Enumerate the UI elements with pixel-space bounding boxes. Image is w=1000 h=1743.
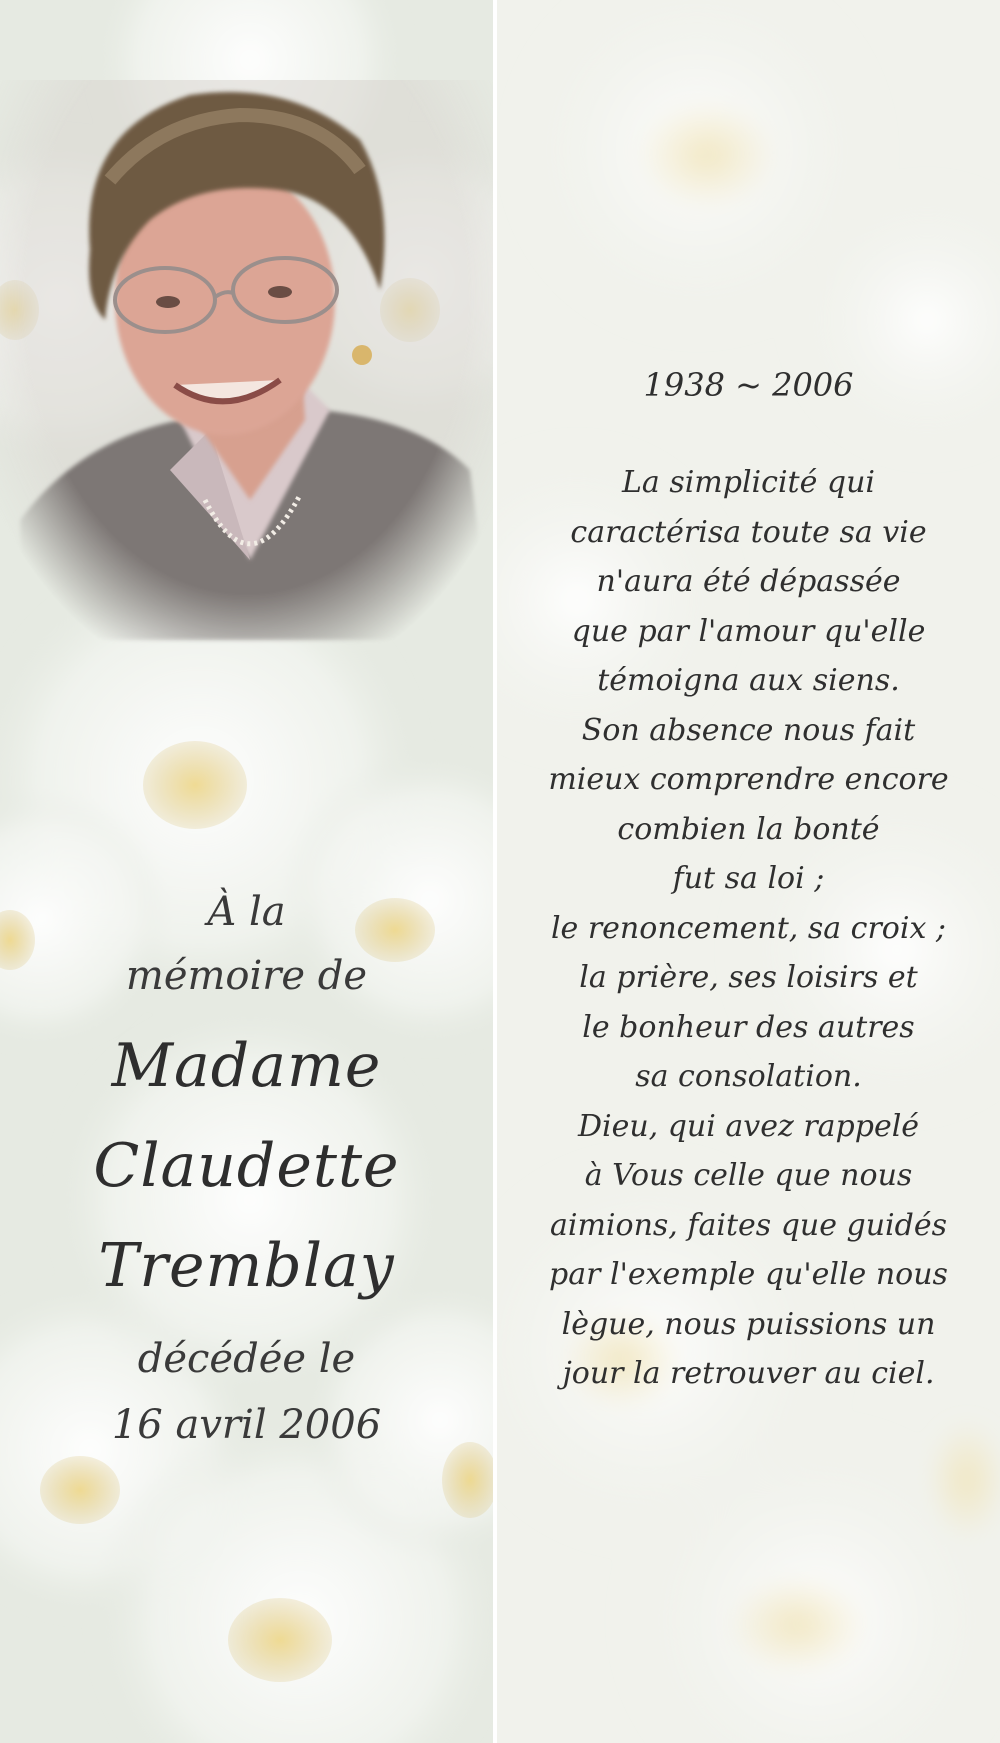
verse-line: le renoncement, sa croix ; xyxy=(550,910,947,946)
verse-line: mieux comprendre encore xyxy=(548,762,949,797)
verse-line: combien la bonté xyxy=(617,811,880,847)
memorial-card-back xyxy=(497,0,1000,1743)
verse-line: témoigna aux siens. xyxy=(597,663,900,698)
verse-line: n'aura été dépassée xyxy=(596,564,901,599)
verse-line: par l'exemple qu'elle nous xyxy=(549,1257,948,1292)
life-years: 1938 ~ 2006 xyxy=(643,366,854,404)
name-first: Claudette xyxy=(93,1131,400,1201)
verse-line: que par l'amour qu'elle xyxy=(571,613,926,649)
portrait-photo xyxy=(0,0,493,660)
verse-line: sa consolation. xyxy=(635,1059,862,1094)
verse-line: la prière, ses loisirs et xyxy=(579,960,918,995)
death-line-1: décédée le xyxy=(137,1336,356,1382)
memorial-verse-block xyxy=(497,360,1000,1399)
verse-line: jour la retrouver au ciel. xyxy=(562,1356,935,1391)
name-last: Tremblay xyxy=(98,1231,395,1301)
memorial-card-front xyxy=(0,0,493,1743)
verse-line: fut sa loi ; xyxy=(672,861,825,896)
intro-line-2: mémoire de xyxy=(125,953,368,999)
verse-line: à Vous celle que nous xyxy=(584,1158,913,1193)
name-title: Madame xyxy=(111,1031,382,1101)
memorial-dedication xyxy=(0,880,493,1458)
verse-line: Dieu, qui avez rappelé xyxy=(577,1108,920,1144)
verse-line: Son absence nous fait xyxy=(581,712,916,748)
intro-line-1: À la xyxy=(207,889,286,935)
death-date: 16 avril 2006 xyxy=(111,1402,382,1448)
verse-line: La simplicité qui xyxy=(621,465,876,500)
verse-line: aimions, faites que guidés xyxy=(550,1207,947,1243)
deceased-name xyxy=(0,1016,493,1316)
verse-line: le bonheur des autres xyxy=(582,1009,915,1045)
verse-line: caractérisa toute sa vie xyxy=(570,514,927,550)
verse-line: lègue, nous puissions un xyxy=(561,1306,936,1342)
